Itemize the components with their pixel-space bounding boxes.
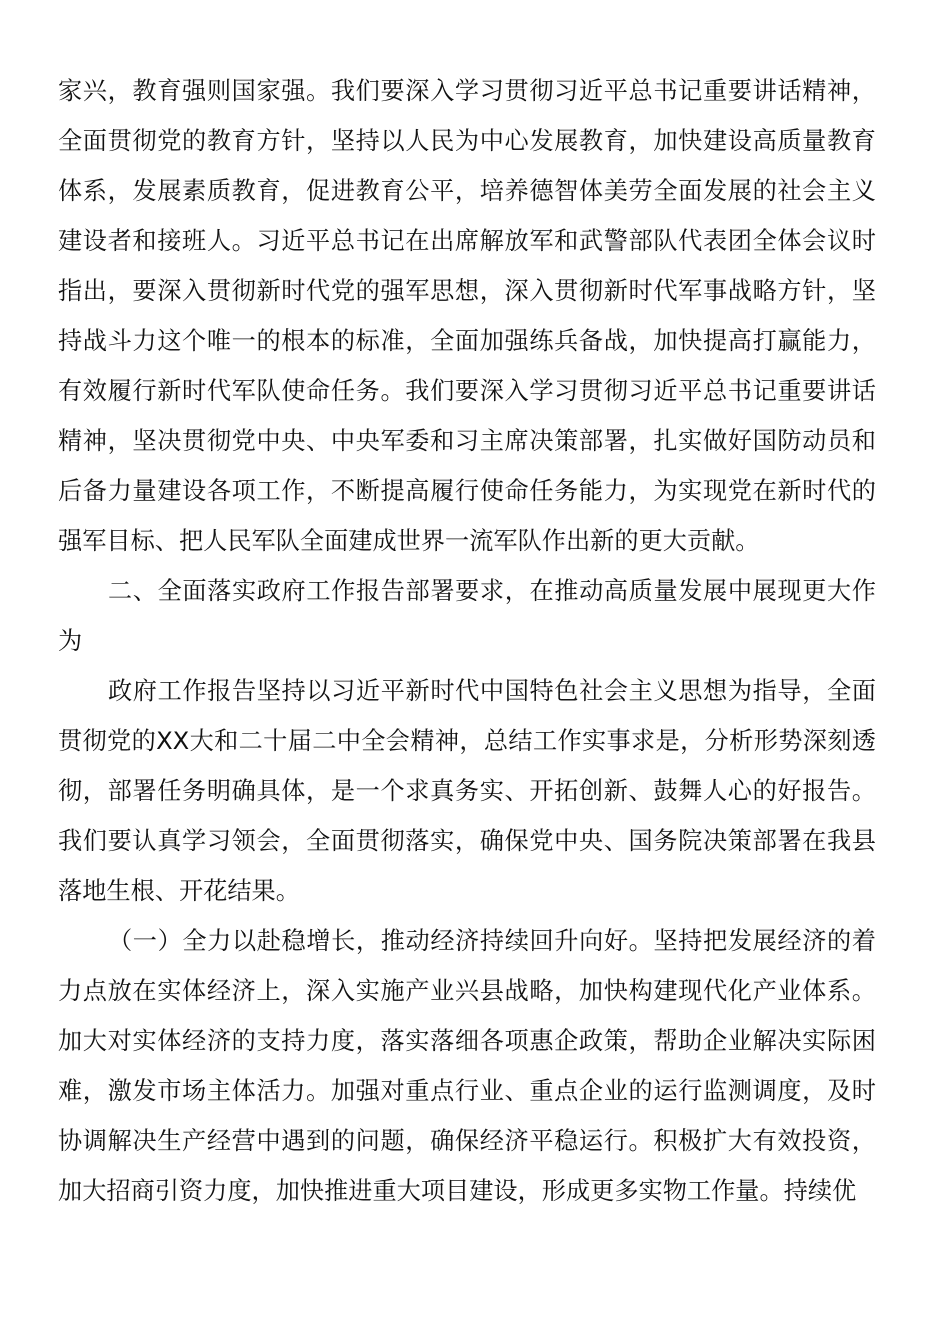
document-page	[58, 66, 876, 1216]
paragraph-subsection-1: （一）全力以赴稳增长，推动经济持续回升向好。坚持把发展经济的着力点放在实体经济上，深入实施产业兴县战略，加快构建现代化产业体系。加大对实体经济的支持力度，落实落细各项惠企政策，帮助企业解决实际困难，激发市场主体活力。加强对重点行业、重点企业的运行监测调度，及时协调解决生产经营中遇到的问题，确保经济平稳运行。积极扩大有效投资，加大招商引资力度，加快推进重大项目建设，形成更多实物工作量。持续优	[58, 927, 876, 1205]
section-heading-2: 二、全面落实政府工作报告部署要求，在推动高质量发展中展现更大作为	[58, 577, 876, 655]
paragraph-continuation: 家兴，教育强则国家强。我们要深入学习贯彻习近平总书记重要讲话精神，全面贯彻党的教育方针，坚持以人民为中心发展教育，加快建设高质量教育体系，发展素质教育，促进教育公平，培养德智体美劳全面发展的社会主义建设者和接班人。习近平总书记在出席解放军和武警部队代表团全体会议时指出，要深入贯彻新时代党的强军思想，深入贯彻新时代军事战略方针，坚持战斗力这个唯一的根本的标准，全面加强练兵备战，加快提高打赢能力，有效履行新时代军队使命任务。我们要深入学习贯彻习近平总书记重要讲话精神，坚决贯彻党中央、中央军委和习主席决策部署，扎实做好国防动员和后备力量建设各项工作，不断提高履行使命任务能力，为实现党在新时代的强军目标、把人民军队全面建成世界一流军队作出新的更大贡献。	[58, 77, 876, 555]
paragraph-report-summary: 政府工作报告坚持以习近平新时代中国特色社会主义思想为指导，全面贯彻党的XX大和二十届二中全会精神，总结工作实事求是，分析形势深刻透彻，部署任务明确具体，是一个求真务实、开拓创新、鼓舞人心的好报告。我们要认真学习领会，全面贯彻落实，确保党中央、国务院决策部署在我县落地生根、开花结果。	[58, 677, 876, 905]
